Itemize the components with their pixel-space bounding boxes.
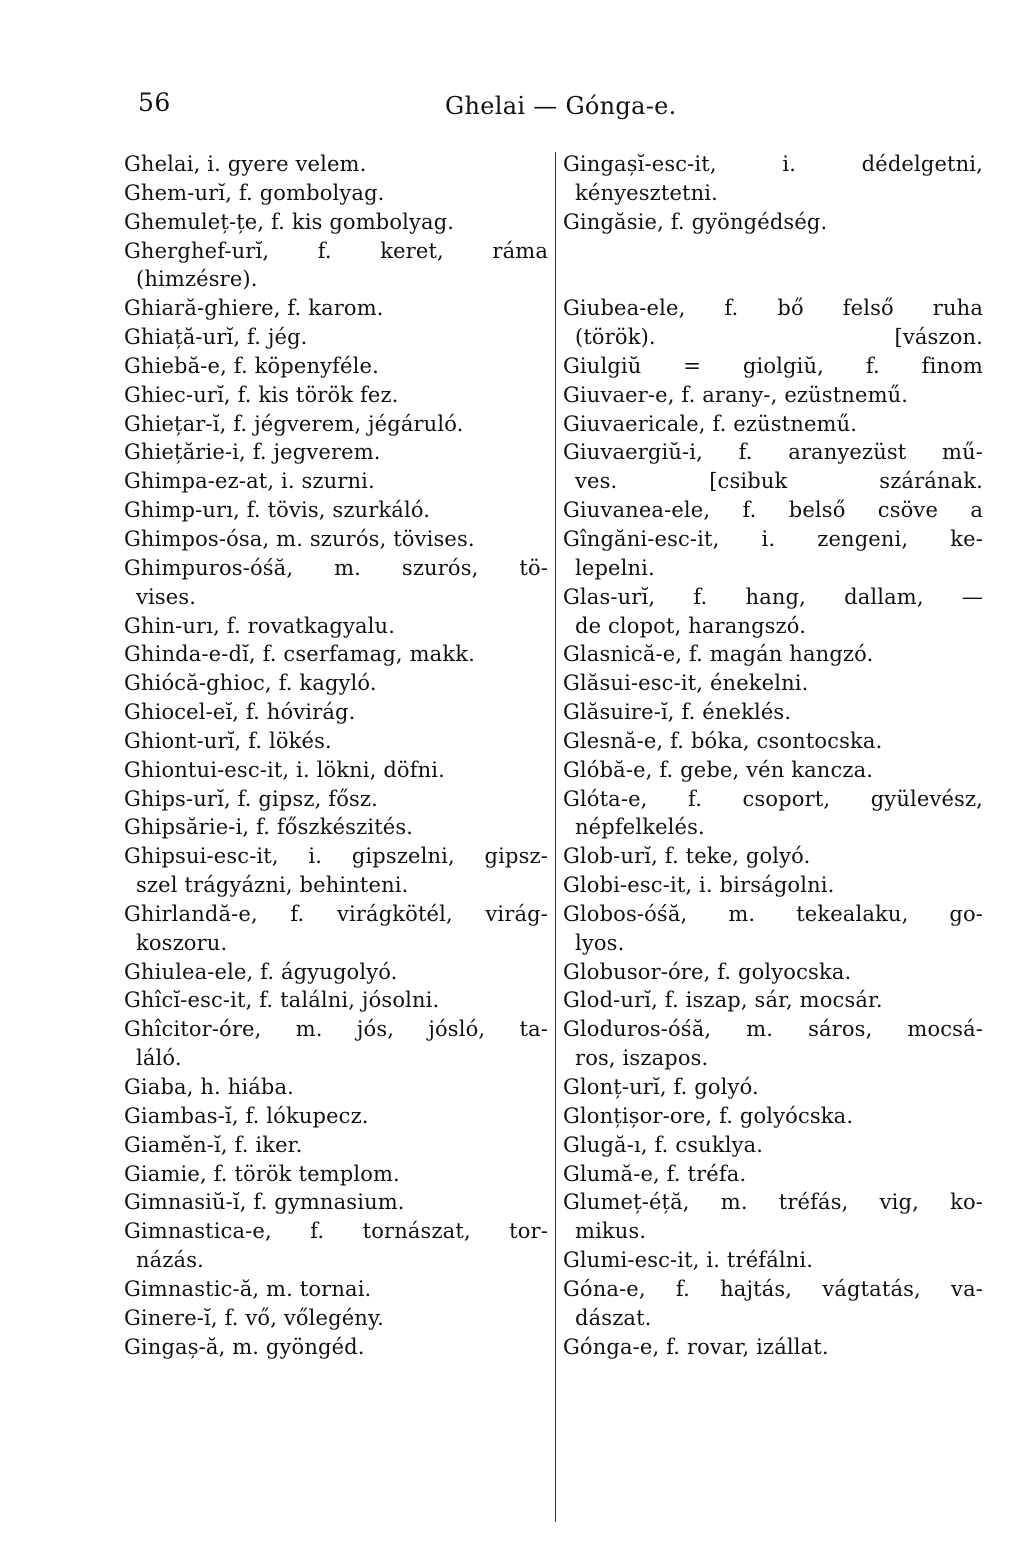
dictionary-line: Ghiețărie-i, f. jegverem. [124,440,381,465]
dictionary-line: Giamie, f. török templom. [124,1161,400,1186]
dictionary-line: Gherghef-urĭ, f. keret, ráma [124,238,548,263]
dictionary-line: láló. [136,1046,182,1071]
dictionary-line: Giulgiŭ = giolgiŭ, f. finom [563,353,983,378]
dictionary-line: Ghiață-urĭ, f. jég. [124,325,308,350]
dictionary-line: Gingăsie, f. gyöngédség. [563,209,828,234]
dictionary-line: Glonțișor-ore, f. golyócska. [563,1103,854,1128]
dictionary-line: Ghiulea-ele, f. ágyugolyó. [124,959,398,984]
dictionary-line: kényesztetni. [575,180,718,205]
dictionary-line: Glugă-ı, f. csuklya. [563,1132,764,1157]
dictionary-line: Globi-esc-it, i. birságolni. [563,873,835,898]
dictionary-line: Gloduros-óśă, m. sáros, mocsá- [563,1017,983,1042]
dictionary-line: Glob-urĭ, f. teke, golyó. [563,844,811,869]
dictionary-line: Ghiont-urĭ, f. lökés. [124,728,332,753]
dictionary-line: Ghips-urĭ, f. gipsz, fősz. [124,786,378,811]
dictionary-line: Giuvanea-ele, f. belső csöve a [563,498,983,523]
dictionary-line [563,237,983,266]
dictionary-line: Gingaș-ă, m. gyöngéd. [124,1334,365,1359]
page-header [0,88,1024,128]
dictionary-line: Gimnastic-ă, m. tornai. [124,1276,372,1301]
dictionary-line: de clopot, harangszó. [575,613,807,638]
dictionary-line: vises. [136,584,197,609]
dictionary-line: koszoru. [136,930,228,955]
dictionary-line: Ghîcitor-óre, m. jós, jósló, ta- [124,1017,548,1042]
dictionary-line: Glas-urĭ, f. hang, dallam, — [563,584,983,609]
dictionary-line: Globusor-óre, f. golyocska. [563,959,852,984]
dictionary-line: Giubea-ele, f. bő felső ruha [563,296,983,321]
dictionary-line: Glumeț-éță, m. tréfás, vig, ko- [563,1190,983,1215]
dictionary-line: népfelkelés. [575,815,705,840]
dictionary-line: Ghiócă-ghioc, f. kagyló. [124,671,377,696]
dictionary-line: Ghimpos-ósa, m. szurós, tövises. [124,526,475,551]
dictionary-line: Glăsui-esc-it, énekelni. [563,671,809,696]
dictionary-line: Glasnică-e, f. magán hangzó. [563,642,874,667]
dictionary-line: ros, iszapos. [575,1046,709,1071]
dictionary-line: Glesnă-e, f. bóka, csontocska. [563,728,883,753]
dictionary-line: Glonț-urĭ, f. golyó. [563,1075,759,1099]
dictionary-line [563,265,983,294]
dictionary-line: Ghelai, i. gyere velem. [124,152,367,176]
dictionary-line: Ghiontui-esc-it, i. lökni, döfni. [124,757,445,782]
dictionary-line: Glăsuire-ĭ, f. éneklés. [563,700,792,725]
dictionary-line: Ghinda-e-dĭ, f. cserfamag, makk. [124,642,475,667]
dictionary-line: Ghimpuros-óśă, m. szurós, tö- [124,555,548,580]
dictionary-line: Ghipsui-esc-it, i. gipszelni, gipsz- [124,844,548,869]
dictionary-line: Glumă-e, f. tréfa. [563,1161,747,1186]
dictionary-line: mikus. [575,1219,647,1244]
dictionary-line: Gimnasiŭ-ĭ, f. gymnasium. [124,1190,405,1215]
dictionary-line: Giuvaericale, f. ezüstnemű. [563,411,858,436]
dictionary-line: Góna-e, f. hajtás, vágtatás, va- [563,1276,983,1301]
dictionary-line: Glóbă-e, f. gebe, vén kancza. [563,757,874,782]
dictionary-line: Gîngăni-esc-it, i. zengeni, ke- [563,526,983,551]
dictionary-line: Ghiețar-ĭ, f. jégverem, jégáruló. [124,411,464,436]
dictionary-line: ves. [csibuk szárának. [575,469,983,494]
dictionary-line: Globos-óśă, m. tekealaku, go- [563,901,983,926]
dictionary-line: Ghemuleț-țe, f. kis gombolyag. [124,209,455,234]
dictionary-line: (török). [vászon. [575,325,983,350]
dictionary-line: Ghimp-urı, f. tövis, szurkáló. [124,498,431,523]
dictionary-line: Ghimpa-ez-at, i. szurni. [124,469,375,494]
dictionary-line: Ghiocel-eĭ, f. hóvirág. [124,700,356,725]
dictionary-line: Ghirlandă-e, f. virágkötél, virág- [124,901,548,926]
dictionary-line: Glod-urĭ, f. iszap, sár, mocsár. [563,988,883,1013]
right-column [563,150,983,1361]
dictionary-line: Giamĕn-ĭ, f. iker. [124,1132,303,1157]
dictionary-line: lyos. [575,930,625,955]
page-number: 56 [138,88,171,117]
dictionary-line: (himzésre). [136,267,258,292]
dictionary-line: Ghem-urĭ, f. gombolyag. [124,180,385,205]
column-divider [555,152,556,1522]
dictionary-line: Glumi-esc-it, i. tréfálni. [563,1248,814,1273]
dictionary-line: Ghiară-ghiere, f. karom. [124,296,384,321]
dictionary-line: dászat. [575,1305,652,1330]
dictionary-line: Ghin-urı, f. rovatkagyalu. [124,613,396,638]
dictionary-line: Giuvaergiŭ-i, f. aranyezüst mű- [563,440,983,465]
dictionary-line: Ghiec-urĭ, f. kis török fez. [124,382,399,407]
dictionary-line: Gingașĭ-esc-it, i. dédelgetni, [563,152,983,176]
dictionary-line: Ginere-ĭ, f. vő, vőlegény. [124,1305,385,1330]
dictionary-line: Glóta-e, f. csoport, gyülevész, [563,786,983,811]
dictionary-line: Giaba, h. hiába. [124,1075,294,1099]
dictionary-line: názás. [136,1248,204,1273]
dictionary-line: lepelni. [575,555,655,580]
dictionary-line: szel trágyázni, behinteni. [136,873,409,898]
left-column [124,150,548,1361]
running-head: Ghelai — Gónga-e. [445,92,677,120]
dictionary-line: Ghiebă-e, f. köpenyféle. [124,353,379,378]
dictionary-line: Gimnastica-e, f. tornászat, tor- [124,1219,548,1244]
dictionary-line: Ghipsărie-i, f. főszkészités. [124,815,414,840]
dictionary-line: Giuvaer-e, f. arany-, ezüstnemű. [563,382,909,407]
dictionary-line: Ghîcĭ-esc-it, f. találni, jósolni. [124,988,440,1013]
dictionary-line: Giambas-ĭ, f. lókupecz. [124,1103,369,1128]
dictionary-line: Gónga-e, f. rovar, izállat. [563,1334,829,1359]
